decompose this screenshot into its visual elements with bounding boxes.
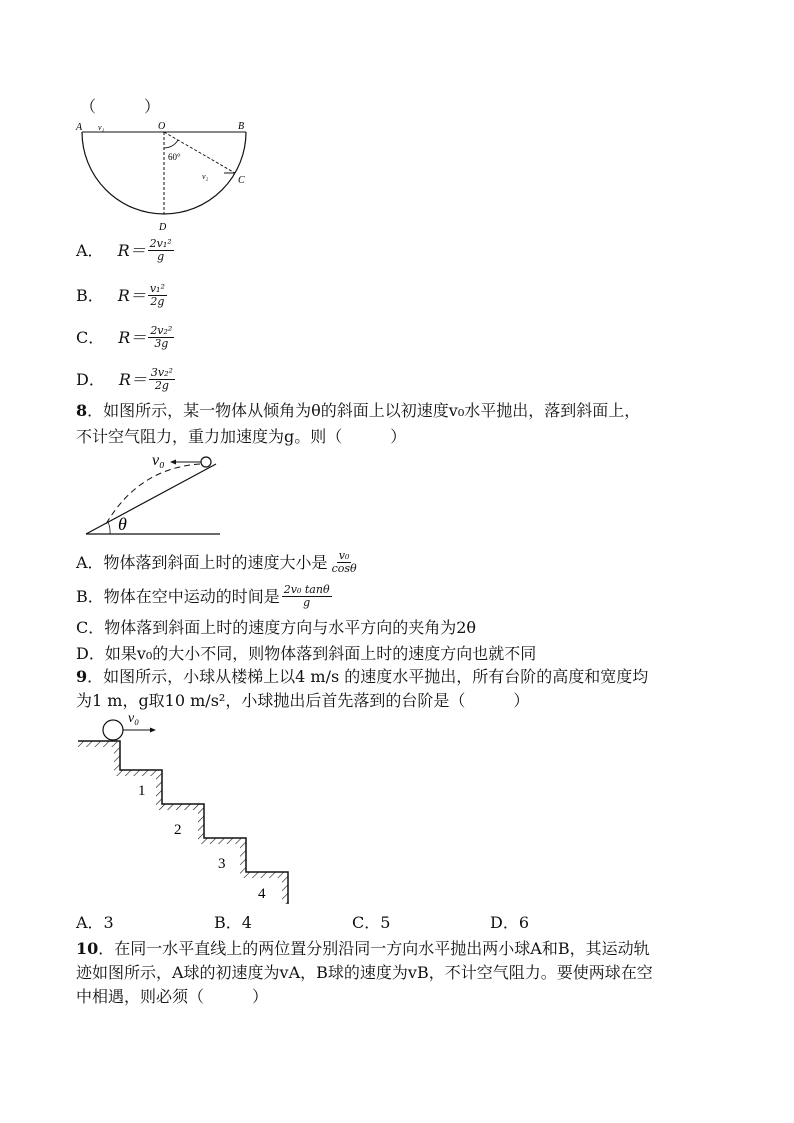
q9-staircase-figure — [74, 708, 294, 908]
q8-line1: 8．如图所示，某一物体从倾角为θ的斜面上以初速度v₀水平抛出，落到斜面上， — [76, 401, 641, 420]
label-O: O — [158, 121, 166, 132]
step-label-4: 4 — [258, 886, 266, 902]
q9-option-b[interactable]: B．4 — [214, 913, 252, 932]
q9-option-a[interactable]: A．3 — [76, 913, 114, 932]
q7-semicircle-figure — [74, 118, 258, 234]
label-v0: v₀ — [152, 452, 165, 469]
q8-line2: 不计空气阻力，重力加速度为g。则（ ） — [76, 427, 407, 446]
q10-line1: 10．在同一水平直线上的两位置分别沿同一方向水平抛出两小球A和B，其运动轨 — [76, 939, 650, 958]
step-label-1: 1 — [138, 783, 146, 799]
step-label-3: 3 — [218, 856, 226, 872]
q9-option-d[interactable]: D．6 — [490, 913, 530, 932]
q7-option-a[interactable]: A． R＝ $\frac{\text{2v₁²}}{g}$ — [76, 237, 172, 263]
label-v1: v₁ — [98, 123, 105, 132]
label-C: C — [238, 175, 245, 186]
label-v2: v₂ — [202, 172, 209, 181]
label-A: A — [76, 122, 83, 133]
q8-option-d[interactable]: D．如果v₀的大小不同，则物体落到斜面上时的速度方向也就不同 — [76, 644, 537, 663]
label-v0: v₀ — [128, 711, 140, 726]
q8-option-c[interactable]: C．物体落到斜面上时的速度方向与水平方向的夹角为2θ — [76, 618, 477, 637]
step-label-2: 2 — [174, 822, 182, 838]
label-B: B — [238, 121, 245, 132]
q7-option-c[interactable]: C． R＝ $\frac{\text{2v₂²}}{3g}$ — [76, 324, 173, 350]
q7-option-d[interactable]: D． R＝ $\frac{\text{3v₂²}}{2g}$ — [76, 366, 173, 392]
label-D: D — [159, 222, 167, 233]
q8-option-a[interactable]: A．物体落到斜面上时的速度大小是 $\frac{\text{v₀}}{\cos\theta}$ — [76, 549, 357, 575]
q9-option-c[interactable]: C．5 — [352, 913, 391, 932]
q10-line3: 中相遇，则必须（ ） — [76, 987, 269, 1006]
q10-line2: 迹如图所示，A球的初速度为vA，B球的速度为vB，不计空气阻力。要使两球在空 — [76, 963, 653, 982]
q7-option-b[interactable]: B． R＝ $\frac{\text{v₁²}}{2g}$ — [76, 282, 165, 308]
q8-option-b[interactable]: B．物体在空中运动的时间是 $\frac{\text{2v₀ tanθ}}{g}$ — [76, 583, 330, 609]
q9-line1: 9．如图所示，小球从楼梯上以4 m/s 的速度水平抛出，所有台阶的高度和宽度均 — [76, 667, 649, 686]
q8-incline-figure — [84, 448, 224, 540]
label-60deg: 60° — [168, 152, 181, 162]
q9-line2: 为1 m，g取10 m/s²，小球抛出后首先落到的台阶是（ ） — [76, 691, 530, 710]
q7-answer-blank: （ ） — [80, 97, 161, 116]
label-theta: θ — [118, 514, 127, 534]
